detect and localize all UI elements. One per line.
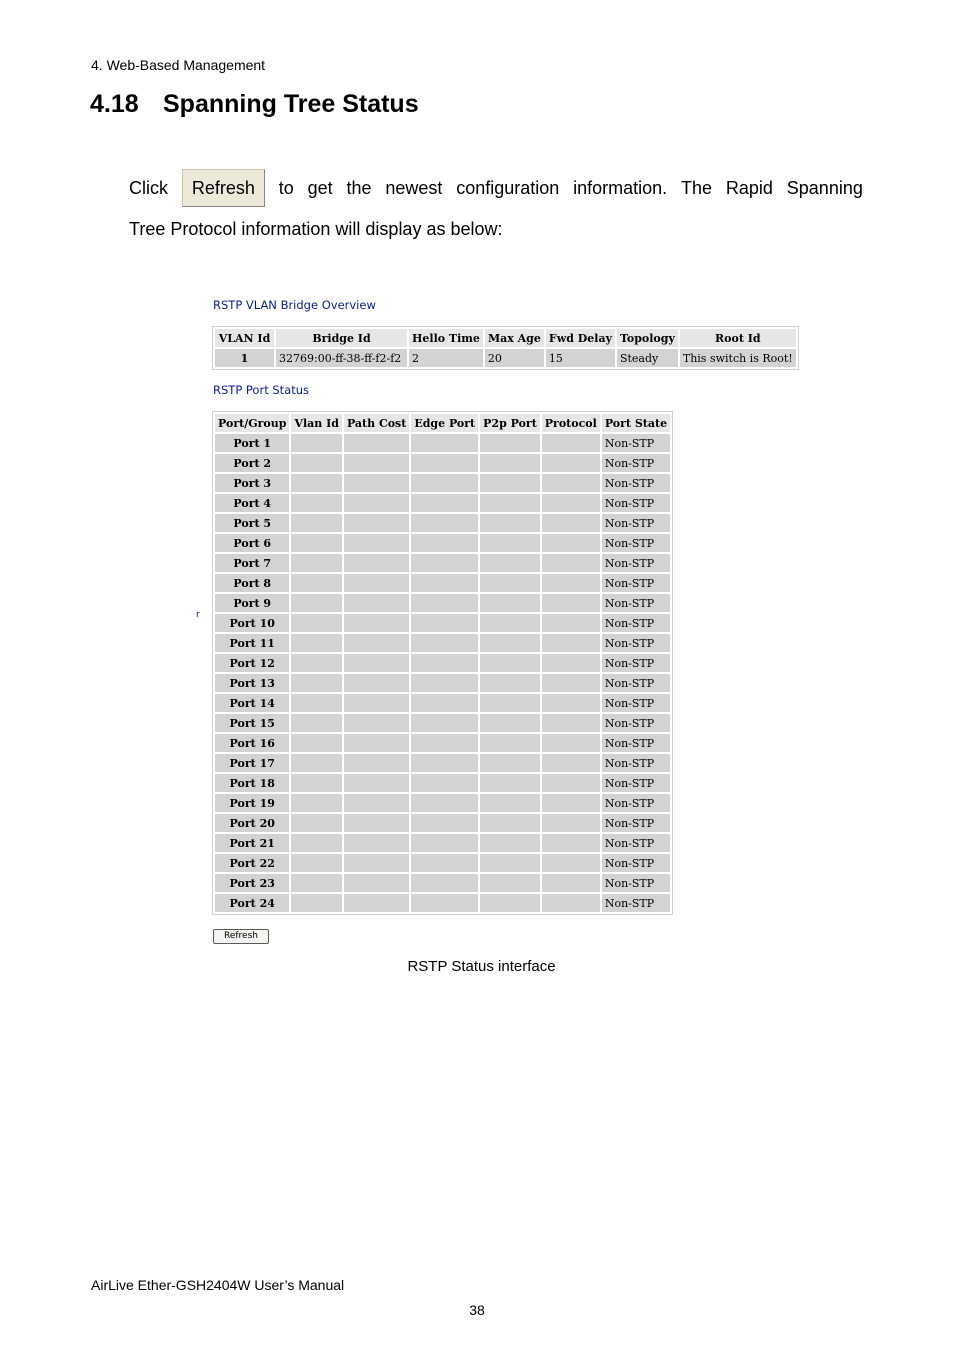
column-header: Port/Group [215, 414, 289, 432]
port-state-cell: Non-STP [602, 634, 670, 652]
path-cost-cell [344, 794, 409, 812]
vlan-id-cell [291, 874, 342, 892]
protocol-cell [542, 514, 600, 532]
port-status-title: RSTP Port Status [213, 383, 310, 397]
port-name-cell: Port 23 [215, 874, 289, 892]
vlan-id-cell [291, 734, 342, 752]
port-state-cell: Non-STP [602, 514, 670, 532]
edge-port-cell [411, 494, 478, 512]
p2p-port-cell [480, 814, 540, 832]
table-row [215, 514, 670, 532]
protocol-cell [542, 794, 600, 812]
path-cost-cell [344, 514, 409, 532]
intro-word: The [681, 177, 713, 198]
p2p-port-cell [480, 894, 540, 912]
table-row [215, 454, 670, 472]
path-cost-cell [344, 434, 409, 452]
p2p-port-cell [480, 554, 540, 572]
manual-footer: AirLive Ether-GSH2404W User’s Manual [91, 1277, 345, 1293]
p2p-port-cell [480, 454, 540, 472]
vlan-id-cell [291, 714, 342, 732]
path-cost-cell [344, 894, 409, 912]
table-row [215, 834, 670, 852]
table-row [215, 774, 670, 792]
table-row [215, 634, 670, 652]
root-id-cell: This switch is Root! [680, 349, 796, 367]
port-state-cell: Non-STP [602, 494, 670, 512]
path-cost-cell [344, 654, 409, 672]
port-name-cell: Port 9 [215, 594, 289, 612]
edge-port-cell [411, 674, 478, 692]
table-row [215, 694, 670, 712]
path-cost-cell [344, 594, 409, 612]
port-name-cell: Port 12 [215, 654, 289, 672]
port-name-cell: Port 4 [215, 494, 289, 512]
protocol-cell [542, 534, 600, 552]
vlan-id-cell: 1 [215, 349, 274, 367]
protocol-cell [542, 814, 600, 832]
port-name-cell: Port 15 [215, 714, 289, 732]
p2p-port-cell [480, 714, 540, 732]
table-row [215, 349, 796, 367]
protocol-cell [542, 494, 600, 512]
protocol-cell [542, 554, 600, 572]
path-cost-cell [344, 854, 409, 872]
p2p-port-cell [480, 734, 540, 752]
protocol-cell [542, 774, 600, 792]
port-state-cell: Non-STP [602, 574, 670, 592]
intro-word: get [307, 177, 333, 198]
vlan-id-cell [291, 454, 342, 472]
table-row [215, 614, 670, 632]
intro-line-2: Tree Protocol information will display as below: [129, 219, 503, 239]
section-number: 4.18 [90, 90, 139, 118]
port-state-cell: Non-STP [602, 814, 670, 832]
port-name-cell: Port 1 [215, 434, 289, 452]
protocol-cell [542, 454, 600, 472]
table-row [215, 754, 670, 772]
edge-port-cell [411, 774, 478, 792]
path-cost-cell [344, 494, 409, 512]
table-row [215, 494, 670, 512]
vlan-id-cell [291, 574, 342, 592]
protocol-cell [542, 754, 600, 772]
column-header: Protocol [542, 414, 600, 432]
protocol-cell [542, 654, 600, 672]
p2p-port-cell [480, 694, 540, 712]
vlan-id-cell [291, 434, 342, 452]
p2p-port-cell [480, 654, 540, 672]
edge-port-cell [411, 754, 478, 772]
column-header: Port State [602, 414, 670, 432]
vlan-id-cell [291, 654, 342, 672]
edge-port-cell [411, 554, 478, 572]
p2p-port-cell [480, 834, 540, 852]
hello-time-cell: 2 [409, 349, 483, 367]
edge-port-cell [411, 574, 478, 592]
edge-port-cell [411, 854, 478, 872]
edge-port-cell [411, 634, 478, 652]
protocol-cell [542, 474, 600, 492]
vlan-id-cell [291, 534, 342, 552]
path-cost-cell [344, 734, 409, 752]
column-header: Fwd Delay [546, 329, 615, 347]
port-state-cell: Non-STP [602, 714, 670, 732]
path-cost-cell [344, 674, 409, 692]
refresh-button-illustration: Refresh [182, 169, 265, 207]
port-state-cell: Non-STP [602, 834, 670, 852]
p2p-port-cell [480, 614, 540, 632]
column-header: Hello Time [409, 329, 483, 347]
vlan-id-cell [291, 894, 342, 912]
figure-caption: RSTP Status interface [407, 958, 556, 975]
port-state-cell: Non-STP [602, 554, 670, 572]
path-cost-cell [344, 534, 409, 552]
port-state-cell: Non-STP [602, 774, 670, 792]
table-row [215, 474, 670, 492]
table-row [215, 534, 670, 552]
protocol-cell [542, 594, 600, 612]
port-state-cell: Non-STP [602, 454, 670, 472]
vlan-id-cell [291, 494, 342, 512]
port-state-cell: Non-STP [602, 434, 670, 452]
port-name-cell: Port 8 [215, 574, 289, 592]
table-row [215, 434, 670, 452]
intro-click-word: Click [129, 177, 168, 198]
port-rows [215, 434, 670, 912]
section-title [90, 90, 419, 119]
intro-word: information. [573, 177, 668, 198]
port-name-cell: Port 17 [215, 754, 289, 772]
port-name-cell: Port 24 [215, 894, 289, 912]
vlan-id-cell [291, 814, 342, 832]
edge-port-cell [411, 834, 478, 852]
table-row [215, 714, 670, 732]
table-row [215, 674, 670, 692]
table-row [215, 734, 670, 752]
port-name-cell: Port 20 [215, 814, 289, 832]
vlan-id-cell [291, 514, 342, 532]
intro-word: to [278, 177, 294, 198]
vlan-id-cell [291, 774, 342, 792]
port-state-cell: Non-STP [602, 794, 670, 812]
p2p-port-cell [480, 594, 540, 612]
path-cost-cell [344, 754, 409, 772]
port-name-cell: Port 3 [215, 474, 289, 492]
vlan-id-cell [291, 854, 342, 872]
bridge-overview-title: RSTP VLAN Bridge Overview [213, 298, 376, 312]
edge-port-cell [411, 894, 478, 912]
vlan-id-cell [291, 834, 342, 852]
intro-word: the [346, 177, 372, 198]
p2p-port-cell [480, 634, 540, 652]
p2p-port-cell [480, 874, 540, 892]
edge-port-cell [411, 514, 478, 532]
path-cost-cell [344, 474, 409, 492]
port-state-cell: Non-STP [602, 874, 670, 892]
protocol-cell [542, 854, 600, 872]
fwd-delay-cell: 15 [546, 349, 615, 367]
protocol-cell [542, 574, 600, 592]
path-cost-cell [344, 814, 409, 832]
path-cost-cell [344, 714, 409, 732]
port-name-cell: Port 21 [215, 834, 289, 852]
section-heading: Spanning Tree Status [163, 90, 419, 118]
bridge-id-cell: 32769:00-ff-38-ff-f2-f2 [276, 349, 407, 367]
vlan-id-cell [291, 594, 342, 612]
port-name-cell: Port 11 [215, 634, 289, 652]
edge-port-cell [411, 694, 478, 712]
port-state-cell: Non-STP [602, 754, 670, 772]
protocol-cell [542, 674, 600, 692]
p2p-port-cell [480, 474, 540, 492]
column-header: Vlan Id [291, 414, 342, 432]
edge-port-cell [411, 814, 478, 832]
edge-port-cell [411, 474, 478, 492]
port-name-cell: Port 19 [215, 794, 289, 812]
column-header: Topology [617, 329, 678, 347]
p2p-port-cell [480, 754, 540, 772]
p2p-port-cell [480, 794, 540, 812]
vlan-id-cell [291, 554, 342, 572]
path-cost-cell [344, 634, 409, 652]
port-name-cell: Port 13 [215, 674, 289, 692]
edge-port-cell [411, 454, 478, 472]
port-name-cell: Port 5 [215, 514, 289, 532]
port-name-cell: Port 18 [215, 774, 289, 792]
port-state-cell: Non-STP [602, 674, 670, 692]
path-cost-cell [344, 774, 409, 792]
protocol-cell [542, 734, 600, 752]
path-cost-cell [344, 574, 409, 592]
vlan-id-cell [291, 614, 342, 632]
p2p-port-cell [480, 494, 540, 512]
p2p-port-cell [480, 434, 540, 452]
edge-port-cell [411, 614, 478, 632]
port-name-cell: Port 2 [215, 454, 289, 472]
p2p-port-cell [480, 534, 540, 552]
table-row [215, 874, 670, 892]
port-name-cell: Port 7 [215, 554, 289, 572]
port-state-cell: Non-STP [602, 534, 670, 552]
port-state-cell: Non-STP [602, 654, 670, 672]
vlan-id-cell [291, 634, 342, 652]
vlan-id-cell [291, 674, 342, 692]
bridge-header-row [215, 329, 796, 347]
intro-word: configuration [456, 177, 560, 198]
vlan-id-cell [291, 474, 342, 492]
port-status-table [212, 411, 673, 915]
edge-port-cell [411, 534, 478, 552]
vlan-id-cell [291, 694, 342, 712]
edge-port-cell [411, 874, 478, 892]
port-state-cell: Non-STP [602, 474, 670, 492]
page-number: 38 [469, 1302, 485, 1318]
table-row [215, 794, 670, 812]
table-row [215, 574, 670, 592]
path-cost-cell [344, 454, 409, 472]
refresh-button[interactable]: Refresh [213, 929, 269, 944]
topology-cell: Steady [617, 349, 678, 367]
protocol-cell [542, 714, 600, 732]
column-header: Bridge Id [276, 329, 407, 347]
port-name-cell: Port 22 [215, 854, 289, 872]
p2p-port-cell [480, 674, 540, 692]
column-header: Max Age [485, 329, 544, 347]
path-cost-cell [344, 694, 409, 712]
p2p-port-cell [480, 774, 540, 792]
port-state-cell: Non-STP [602, 894, 670, 912]
protocol-cell [542, 874, 600, 892]
port-state-cell: Non-STP [602, 694, 670, 712]
intro-word: Spanning [786, 177, 863, 198]
port-name-cell: Port 10 [215, 614, 289, 632]
port-name-cell: Port 14 [215, 694, 289, 712]
bridge-overview-table [212, 326, 799, 370]
edge-port-cell [411, 434, 478, 452]
stray-text: r [196, 610, 200, 620]
port-state-cell: Non-STP [602, 594, 670, 612]
intro-word: newest [385, 177, 443, 198]
column-header: Root Id [680, 329, 796, 347]
column-header: Path Cost [344, 414, 409, 432]
protocol-cell [542, 614, 600, 632]
p2p-port-cell [480, 854, 540, 872]
column-header: Edge Port [411, 414, 478, 432]
edge-port-cell [411, 714, 478, 732]
column-header: VLAN Id [215, 329, 274, 347]
path-cost-cell [344, 554, 409, 572]
max-age-cell: 20 [485, 349, 544, 367]
p2p-port-cell [480, 574, 540, 592]
table-row [215, 654, 670, 672]
port-state-cell: Non-STP [602, 734, 670, 752]
port-name-cell: Port 16 [215, 734, 289, 752]
path-cost-cell [344, 834, 409, 852]
table-row [215, 814, 670, 832]
intro-line-1 [129, 169, 863, 207]
table-row [215, 894, 670, 912]
table-row [215, 594, 670, 612]
port-state-cell: Non-STP [602, 854, 670, 872]
port-state-cell: Non-STP [602, 614, 670, 632]
running-header: 4. Web-Based Management [91, 57, 266, 73]
edge-port-cell [411, 654, 478, 672]
column-header: P2p Port [480, 414, 540, 432]
table-row [215, 554, 670, 572]
intro-word: Rapid [725, 177, 773, 198]
protocol-cell [542, 834, 600, 852]
port-name-cell: Port 6 [215, 534, 289, 552]
p2p-port-cell [480, 514, 540, 532]
protocol-cell [542, 694, 600, 712]
path-cost-cell [344, 614, 409, 632]
protocol-cell [542, 434, 600, 452]
edge-port-cell [411, 794, 478, 812]
protocol-cell [542, 894, 600, 912]
port-header-row [215, 414, 670, 432]
path-cost-cell [344, 874, 409, 892]
edge-port-cell [411, 594, 478, 612]
vlan-id-cell [291, 754, 342, 772]
table-row [215, 854, 670, 872]
vlan-id-cell [291, 794, 342, 812]
protocol-cell [542, 634, 600, 652]
edge-port-cell [411, 734, 478, 752]
